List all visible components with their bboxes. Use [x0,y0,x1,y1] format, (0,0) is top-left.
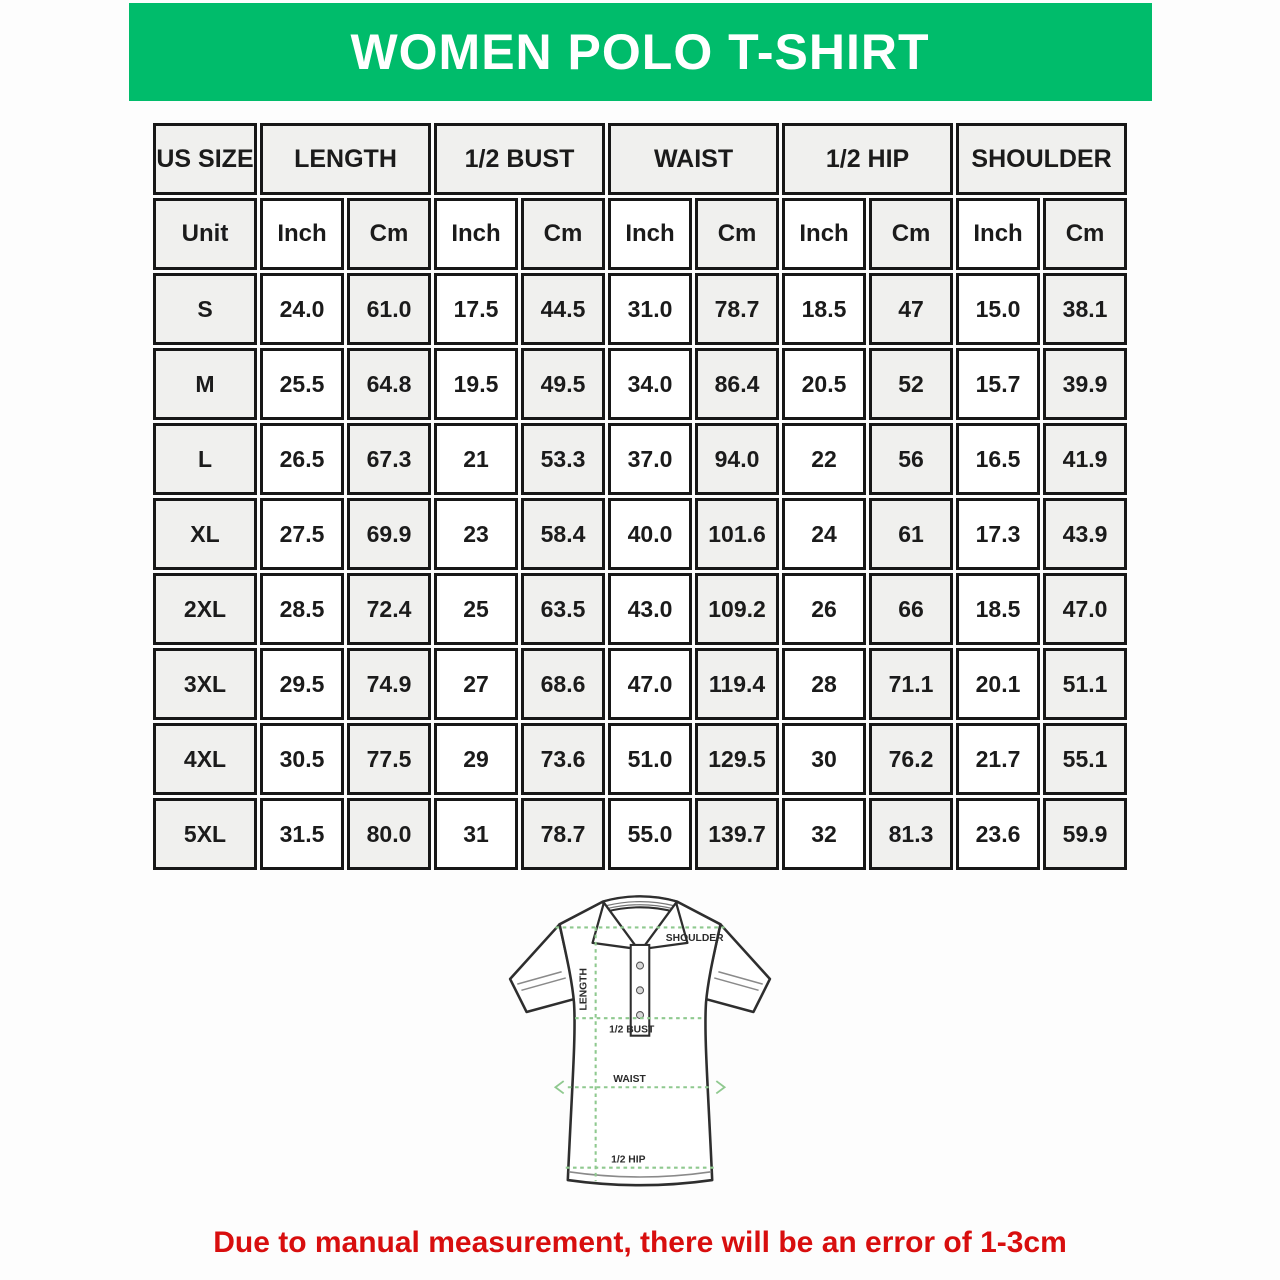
measurement-cell: 30 [782,723,866,795]
measurement-cell: 31.0 [608,273,692,345]
measurement-cell: 80.0 [347,798,431,870]
measurement-cell: 73.6 [521,723,605,795]
measurement-cell: 28 [782,648,866,720]
measurement-cell: 37.0 [608,423,692,495]
size-label-cell: M [153,348,257,420]
measurement-cell: 86.4 [695,348,779,420]
measurement-cell: 26 [782,573,866,645]
unit-cell: Cm [1043,198,1127,270]
unit-header-cell: Unit [153,198,257,270]
measurement-cell: 52 [869,348,953,420]
measurement-cell: 72.4 [347,573,431,645]
measurement-cell: 18.5 [956,573,1040,645]
measurement-cell: 18.5 [782,273,866,345]
measurement-note: Due to manual measurement, there will be an error of 1-3cm [213,1226,1067,1259]
size-label-cell: 3XL [153,648,257,720]
table-row [153,573,1127,645]
measurement-cell: 94.0 [695,423,779,495]
size-label-cell: L [153,423,257,495]
unit-cell: Cm [347,198,431,270]
shoulder-label: SHOULDER [665,932,724,944]
measurement-cell: 30.5 [260,723,344,795]
measurement-cell: 109.2 [695,573,779,645]
polo-shirt-illustration [490,881,790,1211]
measurement-cell: 26.5 [260,423,344,495]
col-header-half-hip: 1/2 HIP [782,123,953,195]
measurement-cell: 47.0 [608,648,692,720]
col-header-length: LENGTH [260,123,431,195]
measurement-cell: 43.0 [608,573,692,645]
measurement-cell: 16.5 [956,423,1040,495]
title-banner [129,3,1152,101]
measurement-cell: 41.9 [1043,423,1127,495]
waist-arrow-right [716,1081,724,1093]
measurement-cell: 61.0 [347,273,431,345]
measurement-cell: 139.7 [695,798,779,870]
measurement-cell: 24.0 [260,273,344,345]
measurement-cell: 129.5 [695,723,779,795]
size-table [150,120,1130,873]
unit-cell: Inch [956,198,1040,270]
measurement-cell: 19.5 [434,348,518,420]
waist-arrow-left [555,1081,563,1093]
unit-cell: Inch [782,198,866,270]
measurement-cell: 43.9 [1043,498,1127,570]
measurement-cell: 66 [869,573,953,645]
polo-shirt-diagram [490,881,790,1216]
measurement-cell: 47.0 [1043,573,1127,645]
measurement-cell: 78.7 [695,273,779,345]
table-row [153,273,1127,345]
measurement-cell: 38.1 [1043,273,1127,345]
size-label-cell: 5XL [153,798,257,870]
measurement-cell: 101.6 [695,498,779,570]
measurement-cell: 55.0 [608,798,692,870]
measurement-cell: 23 [434,498,518,570]
measurement-cell: 17.3 [956,498,1040,570]
unit-cell: Inch [434,198,518,270]
measurement-cell: 58.4 [521,498,605,570]
measurement-cell: 78.7 [521,798,605,870]
measurement-cell: 44.5 [521,273,605,345]
measurement-cell: 71.1 [869,648,953,720]
col-header-half-bust: 1/2 BUST [434,123,605,195]
unit-cell: Inch [260,198,344,270]
measurement-cell: 59.9 [1043,798,1127,870]
measurement-cell: 53.3 [521,423,605,495]
table-row [153,648,1127,720]
col-header-shoulder: SHOULDER [956,123,1127,195]
measurement-cell: 51.1 [1043,648,1127,720]
measurement-cell: 68.6 [521,648,605,720]
measurement-cell: 47 [869,273,953,345]
table-row [153,798,1127,870]
measurement-cell: 51.0 [608,723,692,795]
table-unit-row [153,198,1127,270]
unit-cell: Inch [608,198,692,270]
col-header-waist: WAIST [608,123,779,195]
measurement-cell: 69.9 [347,498,431,570]
measurement-cell: 31 [434,798,518,870]
table-group-header-row [153,123,1127,195]
table-row [153,723,1127,795]
table-row [153,423,1127,495]
measurement-cell: 29.5 [260,648,344,720]
length-label: LENGTH [578,968,590,1011]
col-header-us-size: US SIZE [153,123,257,195]
measurement-cell: 77.5 [347,723,431,795]
measurement-cell: 25.5 [260,348,344,420]
measurement-cell: 49.5 [521,348,605,420]
size-label-cell: S [153,273,257,345]
unit-cell: Cm [695,198,779,270]
measurement-cell: 27.5 [260,498,344,570]
measurement-cell: 15.7 [956,348,1040,420]
measurement-cell: 20.5 [782,348,866,420]
button [636,987,643,994]
measurement-cell: 27 [434,648,518,720]
measurement-cell: 76.2 [869,723,953,795]
measurement-cell: 29 [434,723,518,795]
table-row [153,498,1127,570]
measurement-cell: 31.5 [260,798,344,870]
measurement-cell: 63.5 [521,573,605,645]
measurement-cell: 32 [782,798,866,870]
measurement-cell: 81.3 [869,798,953,870]
measurement-cell: 55.1 [1043,723,1127,795]
button [636,962,643,969]
size-label-cell: XL [153,498,257,570]
measurement-cell: 67.3 [347,423,431,495]
measurement-cell: 24 [782,498,866,570]
measurement-cell: 40.0 [608,498,692,570]
waist-label: WAIST [613,1074,646,1086]
unit-cell: Cm [521,198,605,270]
measurement-cell: 15.0 [956,273,1040,345]
measurement-cell: 119.4 [695,648,779,720]
measurement-cell: 22 [782,423,866,495]
measurement-cell: 74.9 [347,648,431,720]
measurement-cell: 61 [869,498,953,570]
size-table-container [150,120,1130,873]
measurement-cell: 28.5 [260,573,344,645]
measurement-cell: 56 [869,423,953,495]
measurement-cell: 21.7 [956,723,1040,795]
measurement-cell: 23.6 [956,798,1040,870]
measurement-cell: 64.8 [347,348,431,420]
measurement-cell: 21 [434,423,518,495]
measurement-cell: 39.9 [1043,348,1127,420]
page-title: WOMEN POLO T-SHIRT [350,24,930,80]
unit-cell: Cm [869,198,953,270]
measurement-cell: 20.1 [956,648,1040,720]
size-label-cell: 4XL [153,723,257,795]
size-label-cell: 2XL [153,573,257,645]
measurement-cell: 25 [434,573,518,645]
table-row [153,348,1127,420]
measurement-cell: 17.5 [434,273,518,345]
measurement-cell: 34.0 [608,348,692,420]
bust-label: 1/2 BUST [609,1024,655,1036]
hip-label: 1/2 HIP [611,1154,646,1166]
